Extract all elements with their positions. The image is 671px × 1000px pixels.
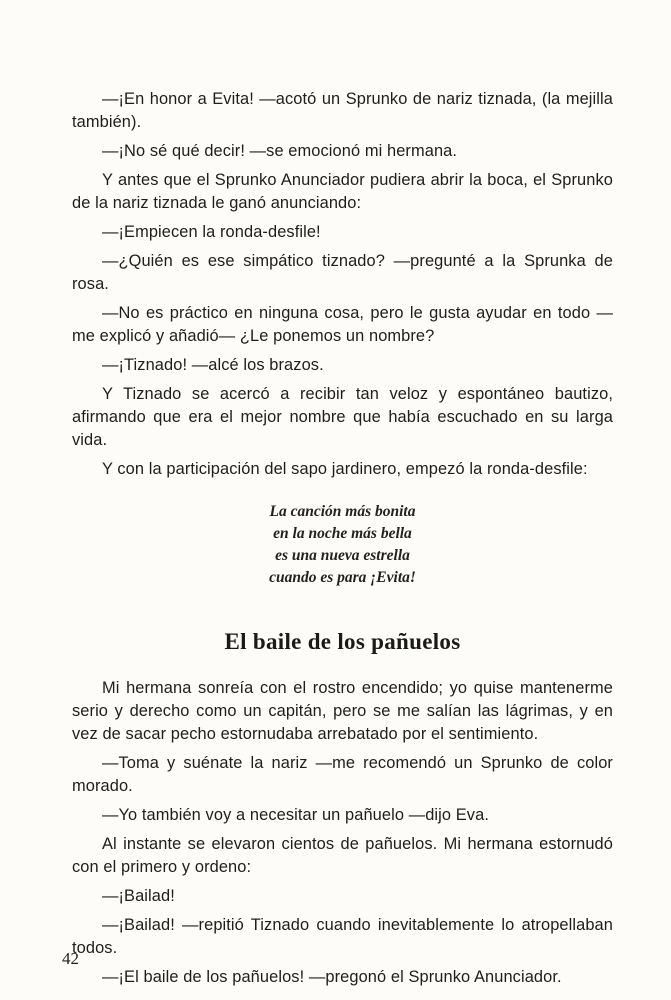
text-block-top bbox=[72, 88, 613, 481]
paragraph: —Yo también voy a necesitar un pañuelo —dijo Eva. bbox=[102, 806, 489, 824]
paragraph: Al instante se elevaron cientos de pañuelos. Mi hermana estornudó con el primero y ordeno: bbox=[72, 835, 613, 876]
paragraph: Y con la participación del sapo jardinero, empezó la ronda-desfile: bbox=[102, 460, 588, 478]
paragraph: —¡El baile de los pañuelos! —pregonó el Sprunko Anunciador. bbox=[102, 968, 562, 986]
paragraph: —Toma y suénate la nariz —me recomendó un Sprunko de color morado. bbox=[72, 754, 613, 795]
paragraph: —¡No sé qué decir! —se emocionó mi hermana. bbox=[102, 142, 458, 160]
poem-line: cuando es para ¡Evita! bbox=[269, 569, 416, 586]
paragraph: —¡Empiecen la ronda-desfile! bbox=[102, 223, 321, 241]
poem-line: en la noche más bella bbox=[273, 525, 412, 542]
book-page bbox=[72, 88, 613, 995]
paragraph: Y Tiznado se acercó a recibir tan veloz y espontáneo bautizo, afirmando que era el mejor nombre que había escuchado en su larga vida. bbox=[72, 385, 613, 449]
paragraph: —¡Bailad! —repitió Tiznado cuando inevitablemente lo atropellaban todos. bbox=[72, 916, 613, 957]
paragraph: —No es práctico en ninguna cosa, pero le gusta ayudar en todo —me explicó y añadió— ¿Le ponemos un nombre? bbox=[72, 304, 613, 345]
poem-line: La canción más bonita bbox=[269, 503, 416, 520]
paragraph: —¿Quién es ese simpático tiznado? —pregunté a la Sprunka de rosa. bbox=[72, 252, 613, 293]
paragraph: —¡Bailad! bbox=[102, 887, 175, 905]
paragraph: —¡En honor a Evita! —acotó un Sprunko de nariz tiznada, (la mejilla también). bbox=[72, 90, 613, 131]
paragraph: Y antes que el Sprunko Anunciador pudiera abrir la boca, el Sprunko de la nariz tiznada le ganó anunciando: bbox=[72, 171, 613, 212]
section-title: El baile de los pañuelos bbox=[224, 629, 461, 654]
text-block-bottom bbox=[72, 677, 613, 989]
poem-line: es una nueva estrella bbox=[275, 547, 410, 564]
paragraph: Mi hermana sonreía con el rostro encendido; yo quise mantenerme serio y derecho como un capitán, pero se me salían las lágrimas, y en vez de sacar pecho estornudaba arrebatado por el sentimiento. bbox=[72, 679, 613, 743]
paragraph: —¡Tiznado! —alcé los brazos. bbox=[102, 356, 324, 374]
poem-stanza bbox=[72, 501, 613, 589]
page-number: 42 bbox=[62, 949, 79, 968]
